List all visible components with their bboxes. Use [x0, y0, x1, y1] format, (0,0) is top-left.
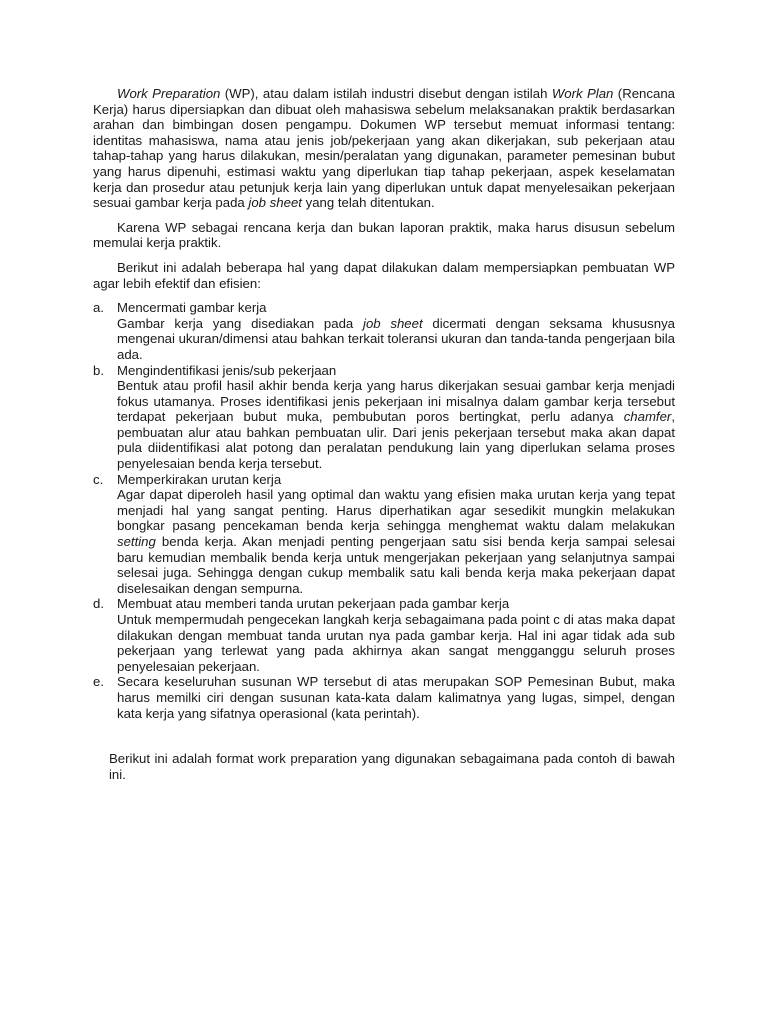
text-run: , pembuatan alur atau bahkan pembuatan ulir. Dari jenis pekerjaan tersebut maka akan dapat pula diidentifikasi alat potong dan peralatan pendukung lain yang diperlukan selama proses penyelesaian benda kerja tersebut.	[117, 409, 675, 472]
list-item-title: Mengindentifikasi jenis/sub pekerjaan	[117, 362, 337, 378]
list-item-title: Mencermati gambar kerja	[117, 300, 267, 316]
emphasis-chamfer: chamfer	[623, 409, 672, 425]
text-run: Bentuk atau profil hasil akhir benda kerja yang harus dikerjakan sesuai gambar kerja menjadi fokus utamanya. Proses identifikasi jenis pekerjaan ini misalnya dalam gambar kerja tersebut terdapat pekerjaan bubut muka, pembubutan poros bertingkat, perlu adanya	[117, 378, 675, 425]
list-item-b	[93, 363, 675, 472]
emphasis-work-preparation: Work Preparation	[117, 86, 221, 101]
list-marker: a.	[93, 300, 104, 316]
text-run: dicermati dengan seksama khususnya mengenai ukuran/dimensi atau bahkan terkait toleransi ukuran dan tanda-tanda pengerjaan bila ada.	[117, 315, 675, 362]
emphasis-setting: setting	[117, 534, 156, 550]
list-item-d	[93, 596, 675, 674]
intro-paragraph-3: Berikut ini adalah beberapa hal yang dapat dilakukan dalam mempersiapkan pembuatan WP agar lebih efektif dan efisien:	[93, 259, 675, 291]
text-run: benda kerja. Akan menjadi penting pengerjaan satu sisi benda kerja sampai selesai baru kemudian membalik benda kerja untuk mengerjakan pekerjaan yang selanjutnya sampai selesai juga. Sehingga dengan cukup membalik satu kali benda kerja maka pekerjaan dapat diselesaikan dengan sempurna.	[117, 534, 675, 596]
list-marker: c.	[93, 471, 104, 487]
emphasis-job-sheet: job sheet	[248, 195, 302, 211]
emphasis-job-sheet: job sheet	[363, 315, 423, 331]
list-item-e	[93, 674, 675, 721]
list-marker: d.	[93, 596, 104, 612]
text-run: (Rencana Kerja) harus dipersiapkan dan dibuat oleh mahasiswa sebelum melaksanakan praktik berdasarkan arahan dan bimbingan dosen pengampu. Dokumen WP tersebut memuat informasi tentang: identitas mahasiswa, nama atau jenis job/pekerjaan yang akan dikerjakan, sub pekerjaan atau tahap-tahap yang harus dilakukan, mesin/peralatan yang digunakan, parameter pemesinan bubut yang harus dipenuhi, estimasi waktu yang diperlukan tiap tahap pekerjaan, aspek keselamatan kerja dan prosedur atau petunjuk kerja lain yang diperlukan untuk dapat menyelesaikan pekerjaan sesuai gambar kerja pada	[93, 86, 675, 211]
list-item-body	[117, 316, 675, 363]
intro-paragraph-2: Karena WP sebagai rencana kerja dan bukan laporan praktik, maka harus disusun sebelum memulai kerja praktik.	[93, 219, 675, 251]
list-marker: b.	[93, 362, 104, 378]
list-marker: e.	[93, 674, 104, 690]
preparation-steps-list	[93, 300, 675, 721]
text-run: yang telah ditentukan.	[301, 195, 435, 211]
list-item-c	[93, 472, 675, 597]
list-item-body	[117, 487, 675, 596]
list-item-title: Memperkirakan urutan kerja	[117, 471, 282, 487]
text-run: Gambar kerja yang disediakan pada	[117, 315, 364, 331]
text-run: (WP), atau dalam istilah industri disebut dengan istilah	[220, 86, 552, 101]
intro-paragraph-1	[93, 86, 675, 211]
list-item-title: Membuat atau memberi tanda urutan pekerjaan pada gambar kerja	[117, 596, 510, 612]
closing-paragraph: Berikut ini adalah format work preparation yang digunakan sebagaimana pada contoh di bawah ini.	[109, 751, 675, 782]
text-run: Agar dapat diperoleh hasil yang optimal dan waktu yang efisien maka urutan kerja yang tepat menjadi hal yang sangat penting. Harus diperhatikan agar sesedikit mungkin melakukan bongkar pasang pencekaman benda kerja sehingga menghemat waktu dalam melakukan	[117, 487, 675, 534]
list-item-body: Untuk mempermudah pengecekan langkah kerja sebagaimana pada point c di atas maka dapat dilakukan dengan membuat tanda urutan nya pada gambar kerja. Hal ini agar tidak ada sub pekerjaan yang terlewat yang pada akhirnya akan sangat mengganggu seluruh proses penyelesaian pekerjaan.	[117, 612, 675, 674]
emphasis-work-plan: Work Plan	[551, 86, 614, 101]
list-item-body	[117, 378, 675, 472]
list-item-body: Secara keseluruhan susunan WP tersebut di atas merupakan SOP Pemesinan Bubut, maka harus memilki ciri dengan susunan kata-kata dalam kalimatnya yang lugas, simpel, dengan kata kerja yang sifatnya operasional (kata perintah).	[117, 674, 675, 721]
list-item-a	[93, 300, 675, 362]
document-page	[93, 86, 675, 782]
